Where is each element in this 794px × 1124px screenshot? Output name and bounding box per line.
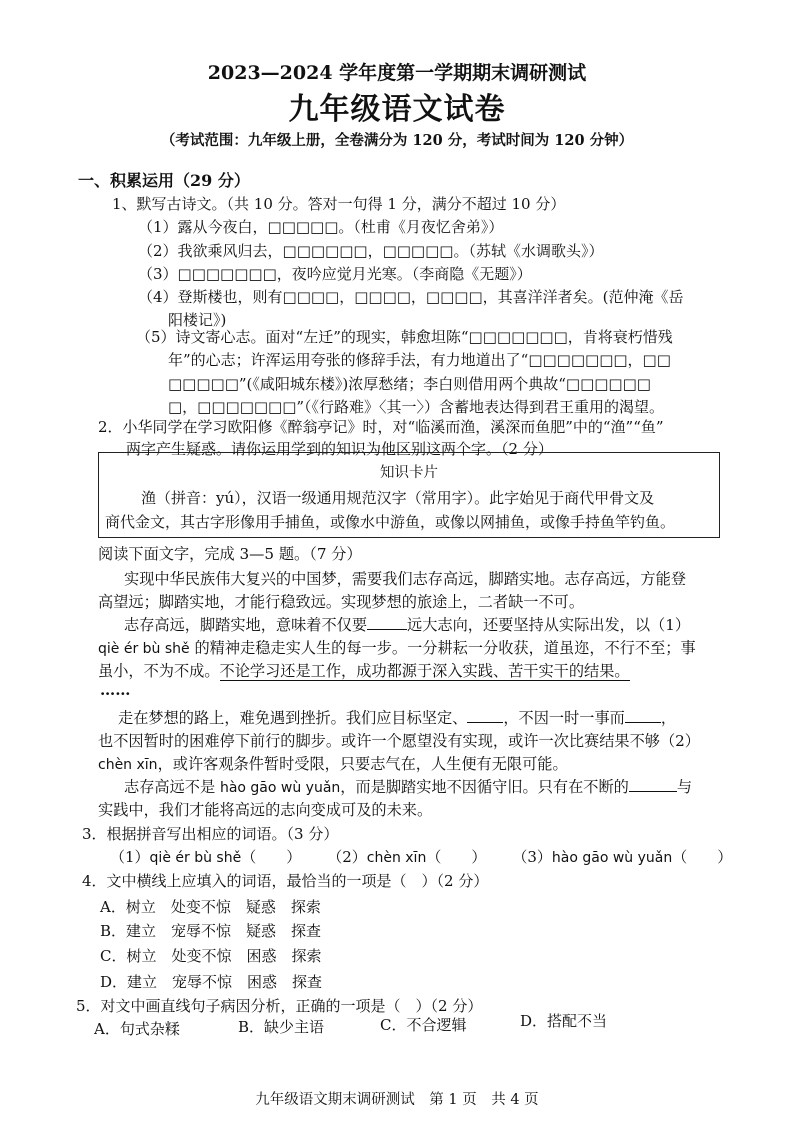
reading-text: 与 [676,778,693,796]
question-5-stem: 5．对文中画直线句子病因分析，正确的一项是（ ）（2 分） [76,997,483,1015]
exam-scope-note: （考试范围：九年级上册，全卷满分为 120 分，考试时间为 120 分钟） [160,132,634,149]
q3-answer-1[interactable]: （ ） [241,848,302,866]
reading-paragraph-2a [124,614,690,635]
ellipsis: …… [100,681,131,699]
reading-paragraph-2c [98,660,630,681]
fill-blank-4[interactable] [629,778,677,792]
reading-paragraph-3b: 也不因暂时的困难停下前行的脚步。或许一个愿望没有实现，或许一次比赛结果不够（2） [98,732,700,750]
reading-paragraph-4b: 实践中，我们才能将高远的志向变成可及的未来。 [98,801,433,819]
q3-pinyin-1: qiè ér bù shě [149,850,242,866]
pinyin-3: hào gāo wù yuǎn [219,780,341,796]
fill-blank-2[interactable] [467,709,503,723]
reading-text: ，或许客观条件暂时受限，只要志气在，人生便有无限可能。 [157,755,568,773]
question-1-item-5-line-2: 年”的心志；许浑运用夸张的修辞手法，有力地道出了“□□□□□□□，□□ [168,351,671,369]
q5-option-a[interactable]: A．句式杂糅 [94,1020,180,1038]
reading-text: ，而是脚踏实地不因循守旧。只有在不断的 [340,778,629,796]
fill-blank-3[interactable] [625,709,661,723]
reading-text: 志存高远不是 [124,778,220,796]
exam-term-title: 2023—2024 学年度第一学期期末调研测试 [207,62,587,84]
knowledge-card [98,452,720,538]
reading-text: 的精神走稳走实人生的每一步。一分耕耘一分收获，道虽迩，不行不至；事 [189,639,696,657]
underlined-sentence: 不论学习还是工作，成功都源于深入实践、苦干实干的结果。 [219,662,630,680]
pinyin-2: chèn xīn [98,757,158,773]
question-1-item-4-cont: 阳楼记》) [168,311,227,329]
q3-label-3: （3） [512,848,552,866]
question-1-item-5-line-4: □，□□□□□□□”（《行路难》〈其一〉）含蓄地表达得到君王重用的渴望。 [168,398,665,416]
knowledge-card-title: 知识卡片 [380,465,438,481]
q4-option-a[interactable]: A．树立 处变不惊 疑惑 探索 [100,898,321,916]
question-3-stem: 3．根据拼音写出相应的词语。（3 分） [82,825,339,843]
page-footer: 九年级语文期末调研测试 第 1 页 共 4 页 [255,1092,539,1108]
knowledge-card-line-2: 商代金文，其古字形像用手捕鱼，或像水中游鱼，或像以网捕鱼，或像手持鱼竿钓鱼。 [105,513,676,531]
question-1-item-5-line-1: （5）诗文寄心志。面对“左迁”的现实，韩愈坦陈“□□□□□□□，肯将衰朽惜残 [136,328,673,346]
reading-paragraph-3c [98,753,568,774]
q3-answer-3[interactable]: （ ） [672,848,733,866]
question-1-item-4: （4）登斯楼也，则有□□□□，□□□□，□□□□，其喜洋洋者矣。(范仲淹《岳 [138,288,684,306]
q5-option-d[interactable]: D．搭配不当 [520,1012,608,1030]
reading-paragraph-4a [124,776,692,797]
reading-paragraph-3a [118,707,676,728]
question-1-item-1: （1）露从今夜白，□□□□□。（杜甫《月夜忆舍弟》） [138,218,504,236]
reading-paragraph-1b: 高望远；脚踏实地，才能行稳致远。实现梦想的旅途上，二者缺一不可。 [98,593,584,611]
question-3-answers [110,846,732,867]
reading-paragraph-1a: 实现中华民族伟大复兴的中国梦，需要我们志存高远，脚踏实地。志存高远，方能登 [124,570,686,588]
reading-text: 远大志向，还要坚持从实际出发，以（1） [407,616,691,634]
reading-text: 虽小，不为不成。 [98,662,220,680]
q4-option-d[interactable]: D．建立 宠辱不惊 困惑 探查 [100,973,323,991]
knowledge-card-line-1: 渔（拼音：yú），汉语一级通用规范汉字（常用字）。此字始见于商代甲骨文及 [141,489,655,507]
reading-text: 志存高远，脚踏实地，意味着不仅要 [124,616,367,634]
reading-text: 走在梦想的路上，难免遇到挫折。我们应目标坚定、 [118,709,468,727]
question-4-stem: 4．文中横线上应填入的词语，最恰当的一项是（ ）（2 分） [82,872,489,890]
question-1-item-5-line-3: □□□□□”(《咸阳城东楼》)浓厚愁绪；李白则借用两个典故“□□□□□□ [168,375,651,393]
q3-pinyin-3: hào gāo wù yuǎn [551,850,673,866]
q3-answer-2[interactable]: （ ） [426,848,487,866]
reading-intro: 阅读下面文字，完成 3—5 题。（7 分） [98,545,362,563]
q4-option-c[interactable]: C．树立 处变不惊 困惑 探索 [100,947,322,965]
section-heading: 一、积累运用（29 分） [78,171,250,190]
q4-option-b[interactable]: B．建立 宠辱不惊 疑惑 探查 [100,922,322,940]
question-1-item-3: （3）□□□□□□□，夜吟应觉月光寒。（李商隐《无题》） [138,265,532,283]
question-2-stem-line-1: 2．小华同学在学习欧阳修《醉翁亭记》时，对“临溪而渔，溪深而鱼肥”中的“渔”“鱼” [98,418,664,436]
q3-label-2: （2） [327,848,367,866]
reading-text: ，不因一时一事而 [503,709,625,727]
question-1-item-2: （2）我欲乘风归去，□□□□□□，□□□□□。（苏轼《水调歌头》） [138,242,604,260]
question-2-stem-line-2: 两字产生疑惑。请你运用学到的知识为他区别这两个字。（2 分） [126,440,553,458]
question-1-stem: 1、默写古诗文。（共 10 分。答对一句得 1 分，满分不超过 10 分） [112,195,566,213]
exam-paper-title: 九年级语文试卷 [288,92,506,127]
q3-label-1: （1） [110,848,150,866]
fill-blank-1[interactable] [367,616,407,630]
pinyin-1: qiè ér bù shě [98,641,190,657]
q5-option-b[interactable]: B．缺少主语 [238,1018,325,1036]
q3-pinyin-2: chèn xīn [366,850,427,866]
reading-text: ， [660,709,676,727]
q5-option-c[interactable]: C．不合逻辑 [380,1016,467,1034]
reading-paragraph-2b [98,637,696,658]
